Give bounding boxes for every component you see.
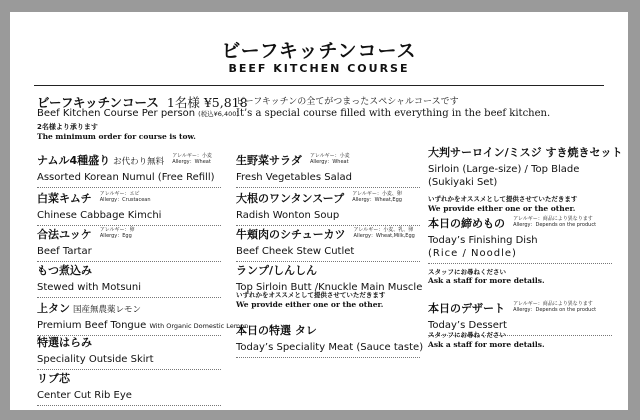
item-name-en: Today’s Finishing Dish bbox=[428, 235, 538, 246]
item-name-en: Sirloin (Large-size) / Top Blade bbox=[428, 164, 580, 175]
allergy-en: Allergy：Egg bbox=[99, 233, 132, 239]
item-name-en: Stewed with Motsuni bbox=[37, 282, 142, 293]
choice-note-jp: いずれかをオススメとして提供させていただきます bbox=[428, 195, 578, 203]
allergy-jp: アレルギー：小麦 bbox=[309, 153, 350, 159]
menu-item-stew-cutlet bbox=[236, 226, 420, 262]
allergy-jp: アレルギー：商品により異なります bbox=[513, 216, 593, 222]
menu-item-kimchi bbox=[37, 190, 221, 226]
menu-item-finishing-dish bbox=[428, 215, 612, 264]
allergy-en: Allergy：Depends on the product bbox=[513, 222, 597, 228]
item-name-en-text: Premium Beef Tongue bbox=[37, 320, 147, 331]
item-name-jp: 合法ユッケ bbox=[37, 228, 92, 241]
allergy-note bbox=[513, 301, 596, 313]
course-name-en-text: Beef Kitchen Course Per person bbox=[37, 108, 196, 119]
item-name-jp: もつ煮込み bbox=[37, 264, 92, 277]
item-name-jp bbox=[37, 300, 141, 316]
allergy-jp: アレルギー：卵 bbox=[99, 227, 135, 233]
staff-note-jp: スタッフにお尋ねください bbox=[428, 268, 506, 276]
allergy-jp: アレルギー：小麦、卵 bbox=[352, 191, 402, 197]
menu-item-sukiyaki-set bbox=[428, 144, 623, 189]
item-name-jp-text: 上タン bbox=[37, 302, 70, 315]
dotted-divider bbox=[37, 187, 221, 188]
item-name-jp: 大根のワンタンスープ bbox=[236, 192, 345, 205]
item-name-jp: 本日の特選 タレ bbox=[236, 324, 317, 337]
menu-item-beef-tongue bbox=[37, 300, 248, 336]
course-name-jp-text: ビーフキッチンコース bbox=[37, 95, 159, 110]
menu-title-en: BEEF KITCHEN COURSE bbox=[228, 62, 410, 75]
menu-item-namul bbox=[37, 152, 221, 188]
course-price: 1名様 ¥5,818 bbox=[166, 95, 248, 110]
menu-item-speciality-meat bbox=[236, 322, 423, 358]
item-name-jp: 牛頬肉のシチューカツ bbox=[236, 228, 346, 241]
allergy-note bbox=[100, 227, 135, 239]
item-name-en-line2: (Rice / Noodle) bbox=[428, 248, 517, 259]
menu-title-jp: ビーフキッチンコース bbox=[221, 40, 417, 62]
item-name-en: Speciality Outside Skirt bbox=[37, 354, 154, 365]
menu-item-rib-eye bbox=[37, 370, 221, 406]
item-name-en: Top Sirloin Butt /Knuckle Main Muscle bbox=[236, 282, 423, 293]
choice-note-en: We provide either one or the other. bbox=[428, 204, 576, 213]
allergy-en: Allergy：Depends on the product bbox=[513, 307, 597, 313]
staff-note-en: Ask a staff for more details. bbox=[428, 340, 545, 349]
item-name-en: Assorted Korean Numul (Free Refill) bbox=[37, 172, 215, 183]
item-name-en: Beef Tartar bbox=[37, 246, 92, 257]
dotted-divider bbox=[37, 297, 221, 298]
item-name-en: Radish Wonton Soup bbox=[236, 210, 340, 221]
item-name-en: Beef Cheek Stew Cutlet bbox=[236, 246, 355, 257]
allergy-en: Allergy：Crustacean bbox=[99, 197, 151, 203]
allergy-note bbox=[352, 191, 402, 203]
item-name-jp: 特選はらみ bbox=[37, 336, 92, 349]
item-name-jp: 本日のデザート bbox=[428, 302, 505, 315]
staff-note-jp: スタッフにお尋ねください bbox=[428, 331, 506, 339]
menu-item-wonton-soup bbox=[236, 190, 420, 226]
staff-note-en: Ask a staff for more details. bbox=[428, 276, 545, 285]
item-name-en-line2: (Sukiyaki Set) bbox=[428, 177, 498, 188]
item-name-en: Today’s Speciality Meat (Sauce taste) bbox=[236, 342, 424, 353]
allergy-en: Allergy：Wheat bbox=[309, 159, 349, 165]
allergy-en: Allergy：Wheat,Egg bbox=[352, 197, 402, 203]
menu-item-yukke bbox=[37, 226, 221, 262]
item-name-en bbox=[37, 320, 248, 332]
minimum-order-jp: 2名様より承ります bbox=[37, 123, 98, 131]
item-name-en: Center Cut Rib Eye bbox=[37, 390, 132, 401]
item-name-jp: リブ芯 bbox=[37, 372, 70, 385]
dotted-divider bbox=[37, 405, 221, 406]
menu-item-outside-skirt bbox=[37, 334, 221, 370]
item-name-en: Today’s Dessert bbox=[428, 320, 507, 331]
choice-note-en: We provide either one or the other. bbox=[236, 300, 384, 309]
course-tax-note: (税込¥6,400) bbox=[198, 110, 239, 118]
allergy-en: Allergy：Wheat bbox=[172, 159, 211, 165]
item-name-jp-text: ナムル4種盛り bbox=[37, 154, 111, 167]
minimum-order-en: The minimum order for course is tow. bbox=[37, 132, 196, 141]
menu-item-motsuni bbox=[37, 262, 221, 298]
menu-sheet bbox=[10, 12, 628, 410]
item-name-jp: 本日の締めもの bbox=[428, 217, 505, 230]
allergy-jp: アレルギー：小麦 bbox=[172, 153, 212, 159]
dotted-divider bbox=[236, 357, 420, 358]
item-name-en-sub: With Organic Domestic Lemon bbox=[149, 322, 249, 330]
allergy-jp: アレルギー：商品により異なります bbox=[513, 301, 593, 307]
allergy-note bbox=[354, 227, 415, 239]
allergy-note bbox=[513, 216, 596, 228]
allergy-jp: アレルギー：小麦、乳、卵 bbox=[353, 227, 414, 233]
item-inline-note: 国産無農薬レモン bbox=[73, 305, 142, 315]
item-name-en: Chinese Cabbage Kimchi bbox=[37, 210, 162, 221]
course-description-en: It’s a special course filled with everything in the beef kitchen. bbox=[236, 108, 551, 119]
title-divider bbox=[34, 85, 604, 86]
allergy-note bbox=[310, 153, 350, 165]
item-name-jp: 白菜キムチ bbox=[37, 192, 92, 205]
course-description-jp: ビーフキッチンの全てがつまったスペシャルコースです bbox=[236, 97, 459, 107]
allergy-note bbox=[172, 153, 212, 165]
item-name-jp bbox=[37, 152, 164, 168]
item-name-jp: 生野菜サラダ bbox=[236, 154, 302, 167]
course-name-en bbox=[37, 108, 239, 119]
allergy-en: Allergy：Wheat,Milk,Egg bbox=[353, 233, 415, 239]
allergy-note bbox=[100, 191, 151, 203]
item-name-jp: 大判サーロイン/ミスジ すき焼きセット bbox=[428, 146, 623, 159]
item-inline-note: お代わり無料 bbox=[113, 157, 165, 167]
dotted-divider bbox=[236, 187, 420, 188]
item-name-jp: ランプ/しんしん bbox=[236, 264, 318, 277]
choice-note-jp: いずれかをオススメとして提供させていただきます bbox=[236, 291, 386, 299]
dotted-divider bbox=[428, 263, 612, 264]
menu-item-salad bbox=[236, 152, 420, 188]
allergy-jp: アレルギー：エビ bbox=[99, 191, 140, 197]
item-name-en: Fresh Vegetables Salad bbox=[236, 172, 352, 183]
